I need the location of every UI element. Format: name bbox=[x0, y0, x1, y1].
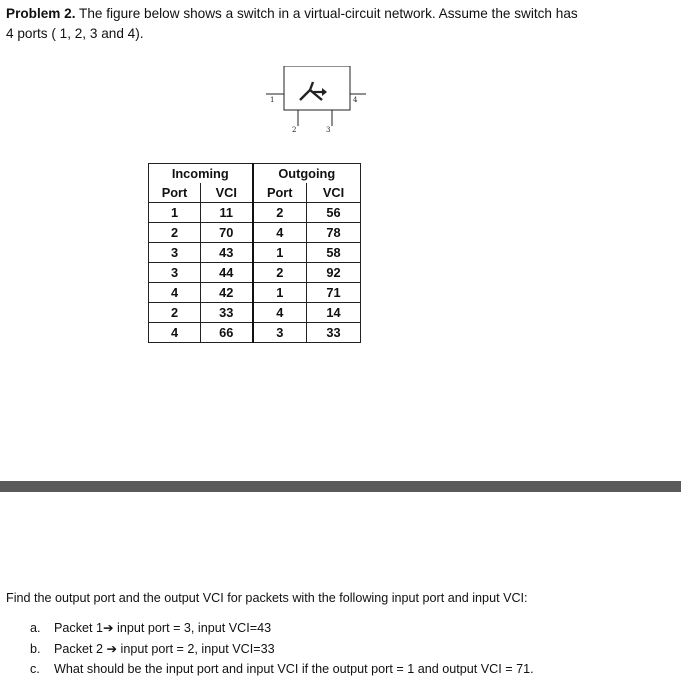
table-row bbox=[149, 323, 361, 343]
cell-out-vci: 14 bbox=[307, 303, 361, 323]
cell-in-port: 4 bbox=[149, 283, 201, 303]
table-row bbox=[149, 223, 361, 243]
port-label-3: 3 bbox=[326, 126, 331, 134]
cell-out-port: 2 bbox=[253, 263, 307, 283]
col-header-in-port: Port bbox=[149, 183, 201, 203]
cell-out-port: 3 bbox=[253, 323, 307, 343]
problem-label: Problem 2. bbox=[6, 6, 76, 21]
table-row bbox=[149, 263, 361, 283]
cell-in-vci: 70 bbox=[201, 223, 253, 243]
cell-out-port: 1 bbox=[253, 243, 307, 263]
col-header-in-vci: VCI bbox=[201, 183, 253, 203]
list-item-text: Packet 1➔ input port = 3, input VCI=43 bbox=[54, 621, 272, 635]
switch-box bbox=[284, 66, 350, 110]
table-row bbox=[149, 203, 361, 223]
table-row bbox=[149, 283, 361, 303]
outgoing-header: Outgoing bbox=[253, 164, 361, 184]
group-header-row bbox=[149, 164, 361, 184]
question-list bbox=[30, 618, 534, 680]
cell-in-port: 1 bbox=[149, 203, 201, 223]
question-prompt: Find the output port and the output VCI for packets with the following input port and input VCI: bbox=[6, 591, 528, 605]
list-item bbox=[30, 639, 534, 660]
list-marker: a. bbox=[30, 621, 41, 635]
cell-out-port: 2 bbox=[253, 203, 307, 223]
cell-out-port: 4 bbox=[253, 303, 307, 323]
col-header-out-vci: VCI bbox=[307, 183, 361, 203]
cell-in-port: 4 bbox=[149, 323, 201, 343]
list-item bbox=[30, 659, 534, 680]
list-item bbox=[30, 618, 534, 639]
switch-diagram bbox=[266, 66, 366, 138]
port-label-2: 2 bbox=[292, 126, 297, 134]
cell-out-vci: 92 bbox=[307, 263, 361, 283]
problem-statement bbox=[6, 4, 671, 44]
cell-out-vci: 58 bbox=[307, 243, 361, 263]
column-header-row bbox=[149, 183, 361, 203]
cell-in-vci: 43 bbox=[201, 243, 253, 263]
page-divider bbox=[0, 481, 681, 492]
port-label-4: 4 bbox=[353, 96, 358, 104]
cell-in-port: 2 bbox=[149, 303, 201, 323]
list-marker: c. bbox=[30, 662, 40, 676]
cell-out-vci: 33 bbox=[307, 323, 361, 343]
problem-text-line-1: The figure below shows a switch in a virtual-circuit network. Assume the switch has bbox=[75, 6, 578, 21]
cell-in-vci: 44 bbox=[201, 263, 253, 283]
cell-in-port: 3 bbox=[149, 243, 201, 263]
cell-in-vci: 66 bbox=[201, 323, 253, 343]
cell-out-port: 1 bbox=[253, 283, 307, 303]
port-label-1: 1 bbox=[270, 96, 275, 104]
table-row bbox=[149, 303, 361, 323]
cell-out-port: 4 bbox=[253, 223, 307, 243]
vc-table bbox=[148, 163, 361, 343]
cell-out-vci: 56 bbox=[307, 203, 361, 223]
cell-out-vci: 78 bbox=[307, 223, 361, 243]
incoming-header: Incoming bbox=[149, 164, 253, 184]
table-row bbox=[149, 243, 361, 263]
cell-in-port: 2 bbox=[149, 223, 201, 243]
list-item-text: Packet 2 ➔ input port = 2, input VCI=33 bbox=[54, 641, 275, 656]
problem-text-line-2: 4 ports ( 1, 2, 3 and 4). bbox=[6, 26, 144, 41]
col-header-out-port: Port bbox=[253, 183, 307, 203]
cell-in-vci: 11 bbox=[201, 203, 253, 223]
list-item-text: What should be the input port and input VCI if the output port = 1 and output VCI = 71. bbox=[54, 662, 534, 676]
cell-in-port: 3 bbox=[149, 263, 201, 283]
cell-in-vci: 42 bbox=[201, 283, 253, 303]
list-marker: b. bbox=[30, 641, 41, 656]
cell-out-vci: 71 bbox=[307, 283, 361, 303]
cell-in-vci: 33 bbox=[201, 303, 253, 323]
